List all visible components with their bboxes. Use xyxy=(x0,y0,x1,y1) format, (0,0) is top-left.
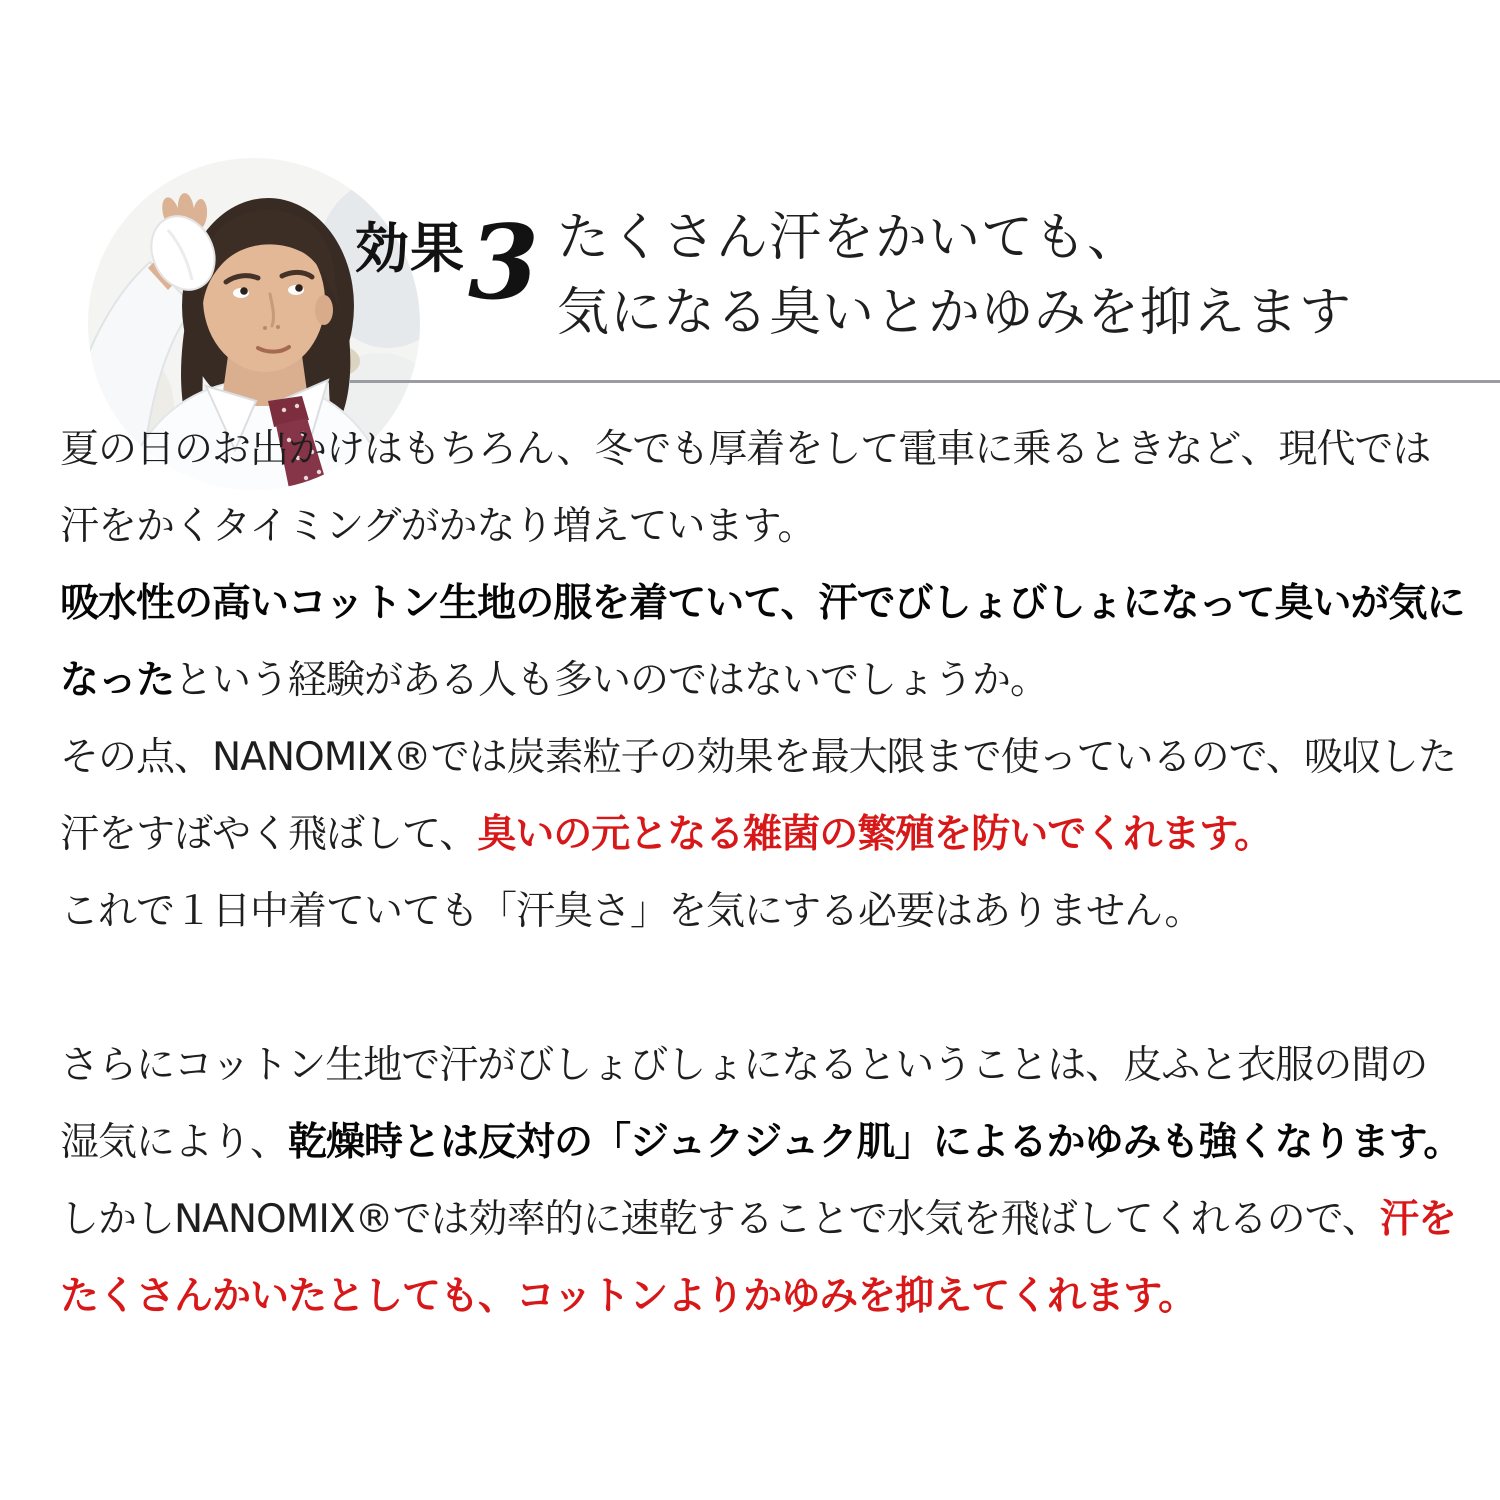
body-text-segment: 臭いの元となる雑菌の繁殖を防いでくれます。 xyxy=(477,812,1273,857)
body-text-segment: これで１日中着ていても「汗臭さ」を気にする必要はありません。 xyxy=(60,889,1203,934)
body-line xyxy=(60,1104,1470,1181)
body-line xyxy=(60,719,1470,796)
body-paragraph xyxy=(60,411,1470,950)
body-text-segment: 吸水性の高いコットン生地の服を着ていて、汗でびしょびしょになって臭いが気に xyxy=(60,581,1465,626)
body-text-segment: しかしNANOMIX®では効率的に速乾することで水気を飛ばしてくれるので、 xyxy=(60,1197,1380,1242)
body-line xyxy=(60,1258,1470,1335)
body-text-segment: 乾燥時とは反対の「ジュクジュク肌」によるかゆみも強くなります。 xyxy=(288,1120,1462,1165)
body-paragraph xyxy=(60,1027,1470,1335)
body-text-segment: 汗をすばやく飛ばして、 xyxy=(60,812,478,857)
body-text-segment: その点、NANOMIX®では炭素粒子の効果を最大限まで使っているので、吸収した xyxy=(60,735,1456,780)
effect-badge-number: 3 xyxy=(468,203,539,323)
body-line xyxy=(60,796,1470,873)
section-title-line2: 気になる臭いとかゆみを抑えます xyxy=(557,283,1353,343)
section-title-line1: たくさん汗をかいても、 xyxy=(557,208,1141,268)
body-text xyxy=(60,411,1470,1335)
body-line xyxy=(60,1181,1470,1258)
body-text-segment: 湿気により、 xyxy=(60,1120,289,1165)
body-text-segment: なった xyxy=(60,658,175,703)
body-line xyxy=(60,1027,1470,1104)
header-divider xyxy=(350,380,1500,383)
body-text-segment: 夏の日のお出かけはもちろん、冬でも厚着をして電車に乗るときなど、現代では xyxy=(60,427,1431,472)
body-text-segment: さらにコットン生地で汗がびしょびしょになるということは、皮ふと衣服の間の xyxy=(60,1043,1428,1088)
body-text-segment: 汗をかくタイミングがかなり増えています。 xyxy=(60,504,816,549)
effect-badge-label: 効果 xyxy=(355,217,465,280)
body-line xyxy=(60,873,1470,950)
body-line xyxy=(60,642,1470,719)
body-text-segment: 汗を xyxy=(1379,1197,1456,1242)
body-text-segment: という経験がある人も多いのではないでしょうか。 xyxy=(174,658,1049,703)
body-line xyxy=(60,488,1470,565)
body-text-segment: たくさんかいたとしても、コットンよりかゆみを抑えてくれます。 xyxy=(60,1274,1197,1319)
body-line xyxy=(60,565,1470,642)
body-line xyxy=(60,411,1470,488)
